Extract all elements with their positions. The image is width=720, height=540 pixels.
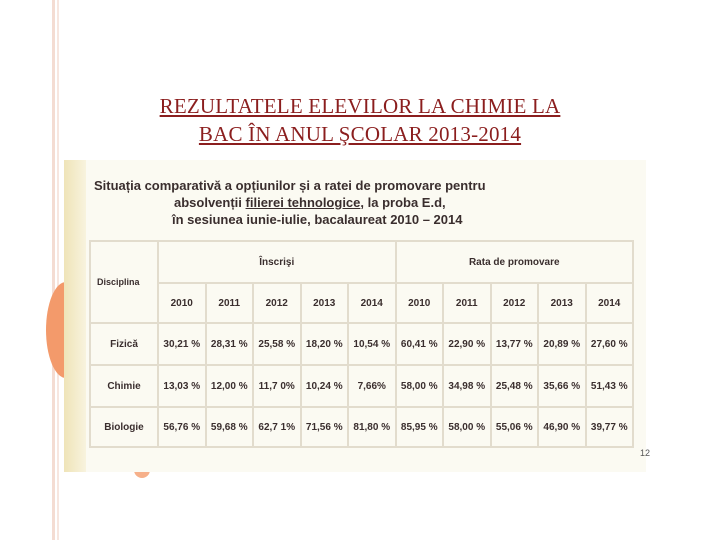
table-cell: 81,80 % bbox=[348, 407, 396, 447]
year-header: 2010 bbox=[396, 283, 444, 323]
table-row bbox=[90, 323, 633, 365]
page-number: 12 bbox=[640, 448, 651, 458]
subject-label: Fizică bbox=[90, 323, 158, 365]
pass-rate-group-header: Rata de promovare bbox=[396, 241, 634, 283]
table-cell: 18,20 % bbox=[301, 323, 349, 365]
embedded-table-image bbox=[64, 160, 646, 472]
heading-underlined: filierei tehnologice bbox=[245, 195, 361, 210]
year-header: 2011 bbox=[443, 283, 491, 323]
table-cell: 34,98 % bbox=[443, 365, 491, 407]
year-header: 2012 bbox=[253, 283, 301, 323]
year-header: 2011 bbox=[206, 283, 254, 323]
table-cell: 60,41 % bbox=[396, 323, 444, 365]
slide-title-line2: BAC ÎN ANUL ŞCOLAR 2013-2014 bbox=[198, 122, 522, 146]
table-cell: 39,77 % bbox=[586, 407, 634, 447]
table-cell: 58,00 % bbox=[443, 407, 491, 447]
table-cell: 13,03 % bbox=[158, 365, 206, 407]
image-left-edge bbox=[64, 160, 86, 472]
table-cell: 27,60 % bbox=[586, 323, 634, 365]
year-header: 2014 bbox=[586, 283, 634, 323]
discipline-header: Disciplina bbox=[90, 241, 158, 323]
slide-title-line1: REZULTATELE ELEVILOR LA CHIMIE LA bbox=[159, 94, 561, 118]
table-cell: 10,24 % bbox=[301, 365, 349, 407]
decor-stripe bbox=[52, 0, 55, 540]
table-cell: 35,66 % bbox=[538, 365, 586, 407]
table-heading bbox=[94, 177, 644, 228]
table-cell: 28,31 % bbox=[206, 323, 254, 365]
table-cell: 10,54 % bbox=[348, 323, 396, 365]
table-cell: 13,77 % bbox=[491, 323, 539, 365]
year-header: 2014 bbox=[348, 283, 396, 323]
table-cell: 58,00 % bbox=[396, 365, 444, 407]
table-cell: 46,90 % bbox=[538, 407, 586, 447]
table-cell: 56,76 % bbox=[158, 407, 206, 447]
subject-label: Chimie bbox=[90, 365, 158, 407]
table-cell: 12,00 % bbox=[206, 365, 254, 407]
slide-title bbox=[60, 92, 660, 148]
year-header: 2013 bbox=[538, 283, 586, 323]
table-cell: 11,7 0% bbox=[253, 365, 301, 407]
year-header: 2013 bbox=[301, 283, 349, 323]
heading-line2: absolvenții filierei tehnologice, la proba E.d, bbox=[174, 195, 446, 210]
table-cell: 62,7 1% bbox=[253, 407, 301, 447]
table-cell: 22,90 % bbox=[443, 323, 491, 365]
table-cell: 71,56 % bbox=[301, 407, 349, 447]
subject-label: Biologie bbox=[90, 407, 158, 447]
left-decoration bbox=[0, 0, 62, 540]
table-cell: 7,66% bbox=[348, 365, 396, 407]
table-cell: 30,21 % bbox=[158, 323, 206, 365]
table-cell: 85,95 % bbox=[396, 407, 444, 447]
year-header: 2010 bbox=[158, 283, 206, 323]
year-header: 2012 bbox=[491, 283, 539, 323]
table-cell: 25,48 % bbox=[491, 365, 539, 407]
heading-line3: în sesiunea iunie-iulie, bacalaureat 2010 – 2014 bbox=[172, 212, 463, 227]
table-cell: 25,58 % bbox=[253, 323, 301, 365]
table-row bbox=[90, 407, 633, 447]
table-cell: 55,06 % bbox=[491, 407, 539, 447]
table-cell: 20,89 % bbox=[538, 323, 586, 365]
heading-line1: Situația comparativă a opțiunilor și a ratei de promovare pentru bbox=[94, 178, 486, 193]
enrolled-group-header: Înscrişi bbox=[158, 241, 396, 283]
table-cell: 51,43 % bbox=[586, 365, 634, 407]
decor-stripe bbox=[57, 0, 59, 540]
table-row bbox=[90, 365, 633, 407]
table-cell: 59,68 % bbox=[206, 407, 254, 447]
results-table bbox=[89, 240, 634, 448]
